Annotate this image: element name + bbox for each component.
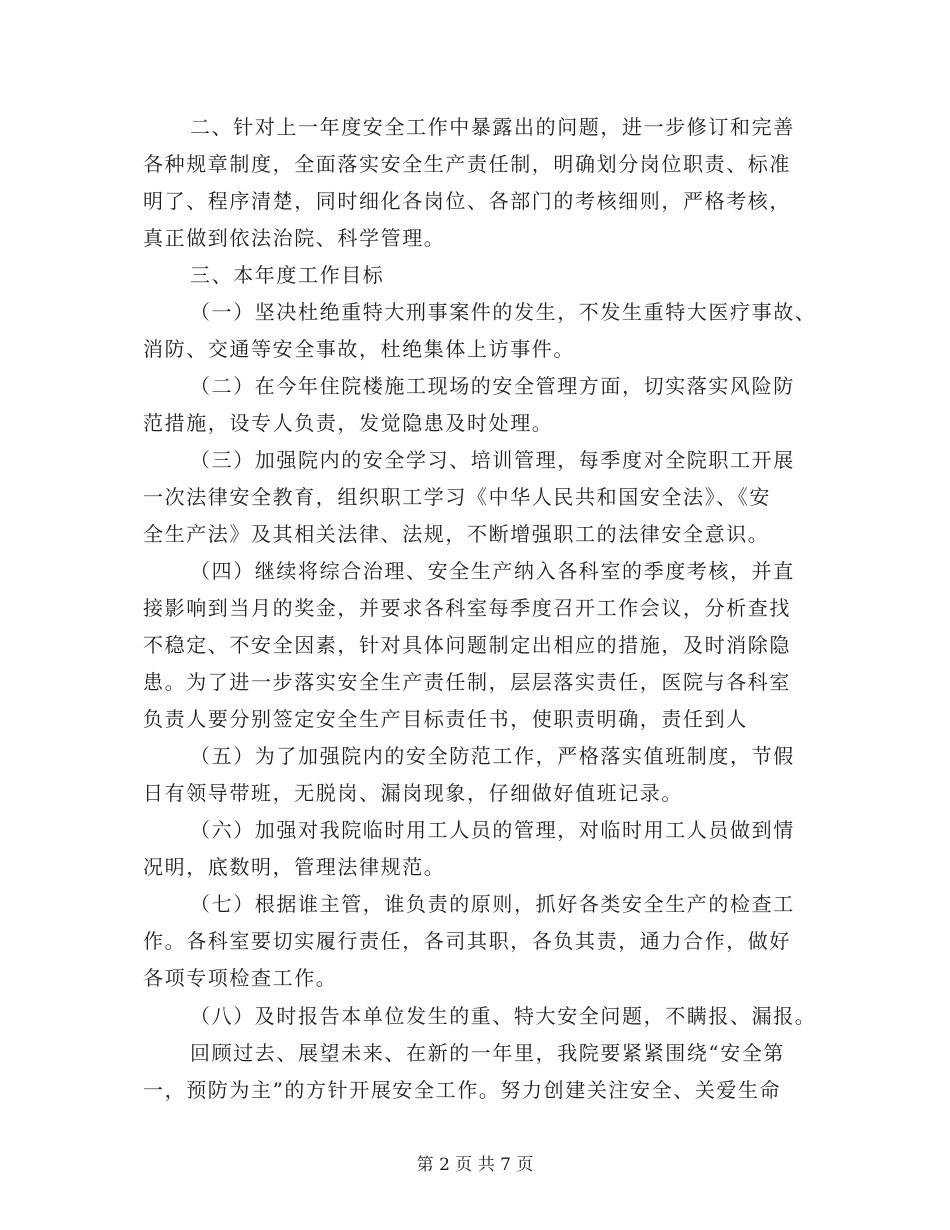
- paragraph-line: 明了、程序清楚，同时细化各岗位、各部门的考核细则，严格考核，: [143, 188, 791, 213]
- paragraph-line: （三）加强院内的安全学习、培训管理，每季度对全院职工开展: [190, 447, 795, 472]
- paragraph-line: （八）及时报告本单位发生的重、特大安全问题，不瞒报、漏报。: [190, 1003, 817, 1028]
- page-number-footer: 第 2 页 共 7 页: [416, 1155, 534, 1175]
- paragraph-line: 各项专项检查工作。: [143, 966, 338, 991]
- paragraph-line: （七）根据谁主管，谁负责的原则，抓好各类安全生产的检查工: [190, 892, 795, 917]
- paragraph-line: 日有领导带班，无脱岗、漏岗现象，仔细做好值班记录。: [143, 781, 683, 806]
- paragraph-line: 负责人要分别签定安全生产目标责任书，使职责明确，责任到人: [143, 707, 748, 732]
- section-heading: 三、本年度工作目标: [190, 262, 385, 287]
- paragraph-line: 不稳定、不安全因素，针对具体问题制定出相应的措施，及时消除隐: [143, 633, 791, 658]
- paragraph-line: 况明，底数明，管理法律规范。: [143, 855, 446, 880]
- paragraph-line: 各种规章制度，全面落实安全生产责任制，明确划分岗位职责、标准: [143, 151, 791, 176]
- paragraph-line: （二）在今年住院楼施工现场的安全管理方面，切实落实风险防: [190, 373, 795, 398]
- paragraph-line: 范措施，设专人负责，发觉隐患及时处理。: [143, 410, 554, 435]
- paragraph-line: 消防、交通等安全事故，杜绝集体上访事件。: [143, 336, 575, 361]
- paragraph-line: 二、针对上一年度安全工作中暴露出的问题，进一步修订和完善: [190, 114, 795, 139]
- paragraph-line: 作。各科室要切实履行责任，各司其职，各负其责，通力合作，做好: [143, 929, 791, 954]
- paragraph-line: （六）加强对我院临时用工人员的管理，对临时用工人员做到情: [190, 818, 795, 843]
- paragraph-line: 真正做到依法治院、科学管理。: [143, 225, 446, 250]
- paragraph-line: 全生产法》及其相关法律、法规，不断增强职工的法律安全意识。: [143, 521, 770, 546]
- paragraph-line: 患。为了进一步落实安全生产责任制，层层落实责任，医院与各科室: [143, 670, 791, 695]
- paragraph-line: 一，预防为主”的方针开展安全工作。努力创建关注安全、关爱生命: [143, 1077, 782, 1102]
- paragraph-line: 一次法律安全教育，组织职工学习《中华人民共和国安全法》、《安: [143, 484, 771, 509]
- paragraph-line: 接影响到当月的奖金，并要求各科室每季度召开工作会议，分析查找: [143, 596, 791, 620]
- paragraph-line: （五）为了加强院内的安全防范工作，严格落实值班制度，节假: [190, 744, 795, 769]
- paragraph-line: （一）坚决杜绝重特大刑事案件的发生，不发生重特大医疗事故、: [190, 299, 817, 324]
- paragraph-line: 回顾过去、展望未来、在新的一年里，我院要紧紧围绕“安全第: [190, 1040, 786, 1065]
- paragraph-line: （四）继续将综合治理、安全生产纳入各科室的季度考核，并直: [190, 559, 795, 583]
